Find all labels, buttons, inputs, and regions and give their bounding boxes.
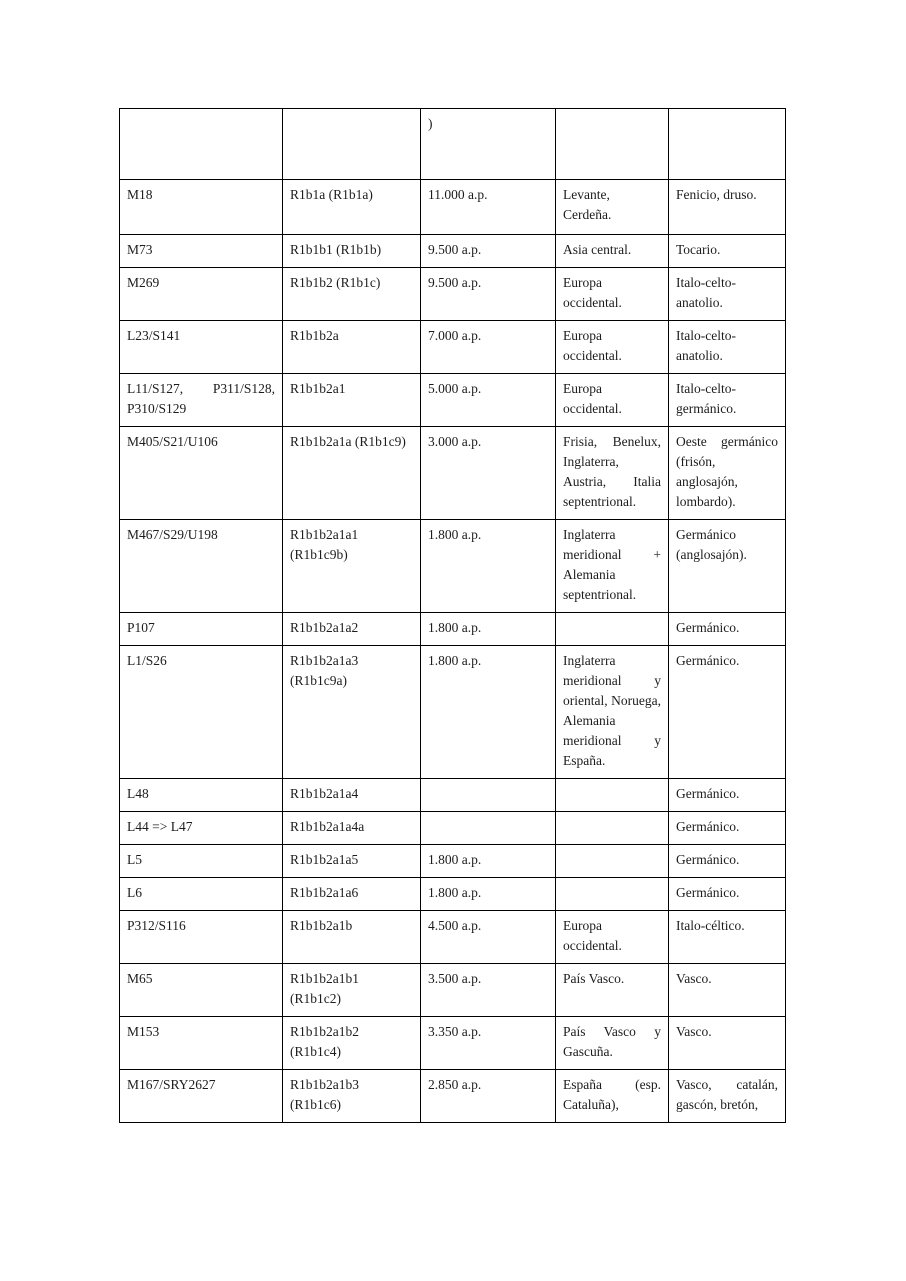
table-row (120, 1017, 786, 1070)
table-cell: Europa occidental. (556, 268, 669, 321)
table-cell: Vasco. (669, 964, 786, 1017)
table-cell: País Vasco. (556, 964, 669, 1017)
table-cell: L11/S127, P311/S128, P310/S129 (120, 374, 283, 427)
table-cell (283, 109, 421, 180)
table-cell: L5 (120, 845, 283, 878)
table-cell: R1b1b2a1b1 (R1b1c2) (283, 964, 421, 1017)
table-cell: P312/S116 (120, 911, 283, 964)
table-cell (669, 109, 786, 180)
table-cell: L48 (120, 779, 283, 812)
table-cell: 2.850 a.p. (421, 1070, 556, 1123)
table-row (120, 911, 786, 964)
table-cell: 5.000 a.p. (421, 374, 556, 427)
table-cell: R1b1b2a1a3 (R1b1c9a) (283, 646, 421, 779)
table-cell (556, 613, 669, 646)
table-cell: Inglaterra meridional y oriental, Noruega, Alemania meridional y España. (556, 646, 669, 779)
table-cell: Germánico. (669, 878, 786, 911)
table-cell: Europa occidental. (556, 321, 669, 374)
table-cell: M405/S21/U106 (120, 427, 283, 520)
table-cell: 7.000 a.p. (421, 321, 556, 374)
table-cell: 1.800 a.p. (421, 520, 556, 613)
table-cell: M167/SRY2627 (120, 1070, 283, 1123)
table-cell: Italo-celto-germánico. (669, 374, 786, 427)
table-cell: R1b1b1 (R1b1b) (283, 235, 421, 268)
table-cell: R1b1b2a1a (R1b1c9) (283, 427, 421, 520)
table-cell: España (esp. Cataluña), (556, 1070, 669, 1123)
table-row (120, 374, 786, 427)
table-cell: Tocario. (669, 235, 786, 268)
table-cell: R1b1b2a1 (283, 374, 421, 427)
table-cell: R1b1b2a1a1 (R1b1c9b) (283, 520, 421, 613)
table-cell: Fenicio, druso. (669, 180, 786, 235)
table-cell: L23/S141 (120, 321, 283, 374)
table-row (120, 1070, 786, 1123)
table-cell: Germánico. (669, 613, 786, 646)
table-row (120, 613, 786, 646)
table-cell: 11.000 a.p. (421, 180, 556, 235)
table-cell: Inglaterra meridional + Alemania septentrional. (556, 520, 669, 613)
table-cell: Levante, Cerdeña. (556, 180, 669, 235)
table-cell: M467/S29/U198 (120, 520, 283, 613)
table-row (120, 812, 786, 845)
table-cell: 9.500 a.p. (421, 235, 556, 268)
table-row (120, 109, 786, 180)
table-cell: Germánico (anglosajón). (669, 520, 786, 613)
table-cell: 1.800 a.p. (421, 613, 556, 646)
table-row (120, 321, 786, 374)
table-cell: Vasco. (669, 1017, 786, 1070)
table-cell: 4.500 a.p. (421, 911, 556, 964)
table-cell: Europa occidental. (556, 374, 669, 427)
table-cell: L44 => L47 (120, 812, 283, 845)
table-row (120, 779, 786, 812)
table-cell: 1.800 a.p. (421, 845, 556, 878)
table-cell: 9.500 a.p. (421, 268, 556, 321)
table-cell (556, 845, 669, 878)
table-cell: R1b1a (R1b1a) (283, 180, 421, 235)
table-row (120, 646, 786, 779)
table-cell: M18 (120, 180, 283, 235)
table-cell: Frisia, Benelux, Inglaterra, Austria, Italia septentrional. (556, 427, 669, 520)
table-cell: L6 (120, 878, 283, 911)
table-cell: Asia central. (556, 235, 669, 268)
table-cell (556, 812, 669, 845)
table-cell: 3.000 a.p. (421, 427, 556, 520)
table-cell (120, 109, 283, 180)
table-cell: P107 (120, 613, 283, 646)
table-row (120, 180, 786, 235)
table-cell: R1b1b2a1b3 (R1b1c6) (283, 1070, 421, 1123)
table-row (120, 235, 786, 268)
table-cell: Italo-céltico. (669, 911, 786, 964)
table-cell: R1b1b2a1b2 (R1b1c4) (283, 1017, 421, 1070)
table-cell: R1b1b2a1a4 (283, 779, 421, 812)
table-cell: Italo-celto-anatolio. (669, 268, 786, 321)
table-cell: 1.800 a.p. (421, 646, 556, 779)
table-cell: ) (421, 109, 556, 180)
table-cell: Germánico. (669, 812, 786, 845)
table-cell: País Vasco y Gascuña. (556, 1017, 669, 1070)
table-cell: R1b1b2a1a5 (283, 845, 421, 878)
table-cell: Germánico. (669, 779, 786, 812)
table-cell (421, 812, 556, 845)
table-cell (556, 109, 669, 180)
table-cell: Germánico. (669, 646, 786, 779)
table-cell: R1b1b2a1b (283, 911, 421, 964)
table-cell: L1/S26 (120, 646, 283, 779)
table-cell (556, 779, 669, 812)
table-cell: Vasco, catalán, gascón, bretón, (669, 1070, 786, 1123)
table-cell: Europa occidental. (556, 911, 669, 964)
table-cell: 3.500 a.p. (421, 964, 556, 1017)
table-row (120, 268, 786, 321)
table-cell: 1.800 a.p. (421, 878, 556, 911)
table-cell: R1b1b2a (283, 321, 421, 374)
table-cell: R1b1b2a1a6 (283, 878, 421, 911)
table-cell: R1b1b2a1a2 (283, 613, 421, 646)
table-row (120, 878, 786, 911)
table-row (120, 845, 786, 878)
table-cell: Germánico. (669, 845, 786, 878)
table-cell (421, 779, 556, 812)
table-cell: Oeste germánico (frisón, anglosajón, lombardo). (669, 427, 786, 520)
table-cell: M65 (120, 964, 283, 1017)
table-cell: M73 (120, 235, 283, 268)
table-row (120, 427, 786, 520)
table-cell: M153 (120, 1017, 283, 1070)
table-row (120, 520, 786, 613)
table-cell: Italo-celto-anatolio. (669, 321, 786, 374)
table-row (120, 964, 786, 1017)
table-cell (556, 878, 669, 911)
table-cell: M269 (120, 268, 283, 321)
haplogroup-table (119, 108, 786, 1123)
table-cell: 3.350 a.p. (421, 1017, 556, 1070)
table-cell: R1b1b2a1a4a (283, 812, 421, 845)
table-cell: R1b1b2 (R1b1c) (283, 268, 421, 321)
